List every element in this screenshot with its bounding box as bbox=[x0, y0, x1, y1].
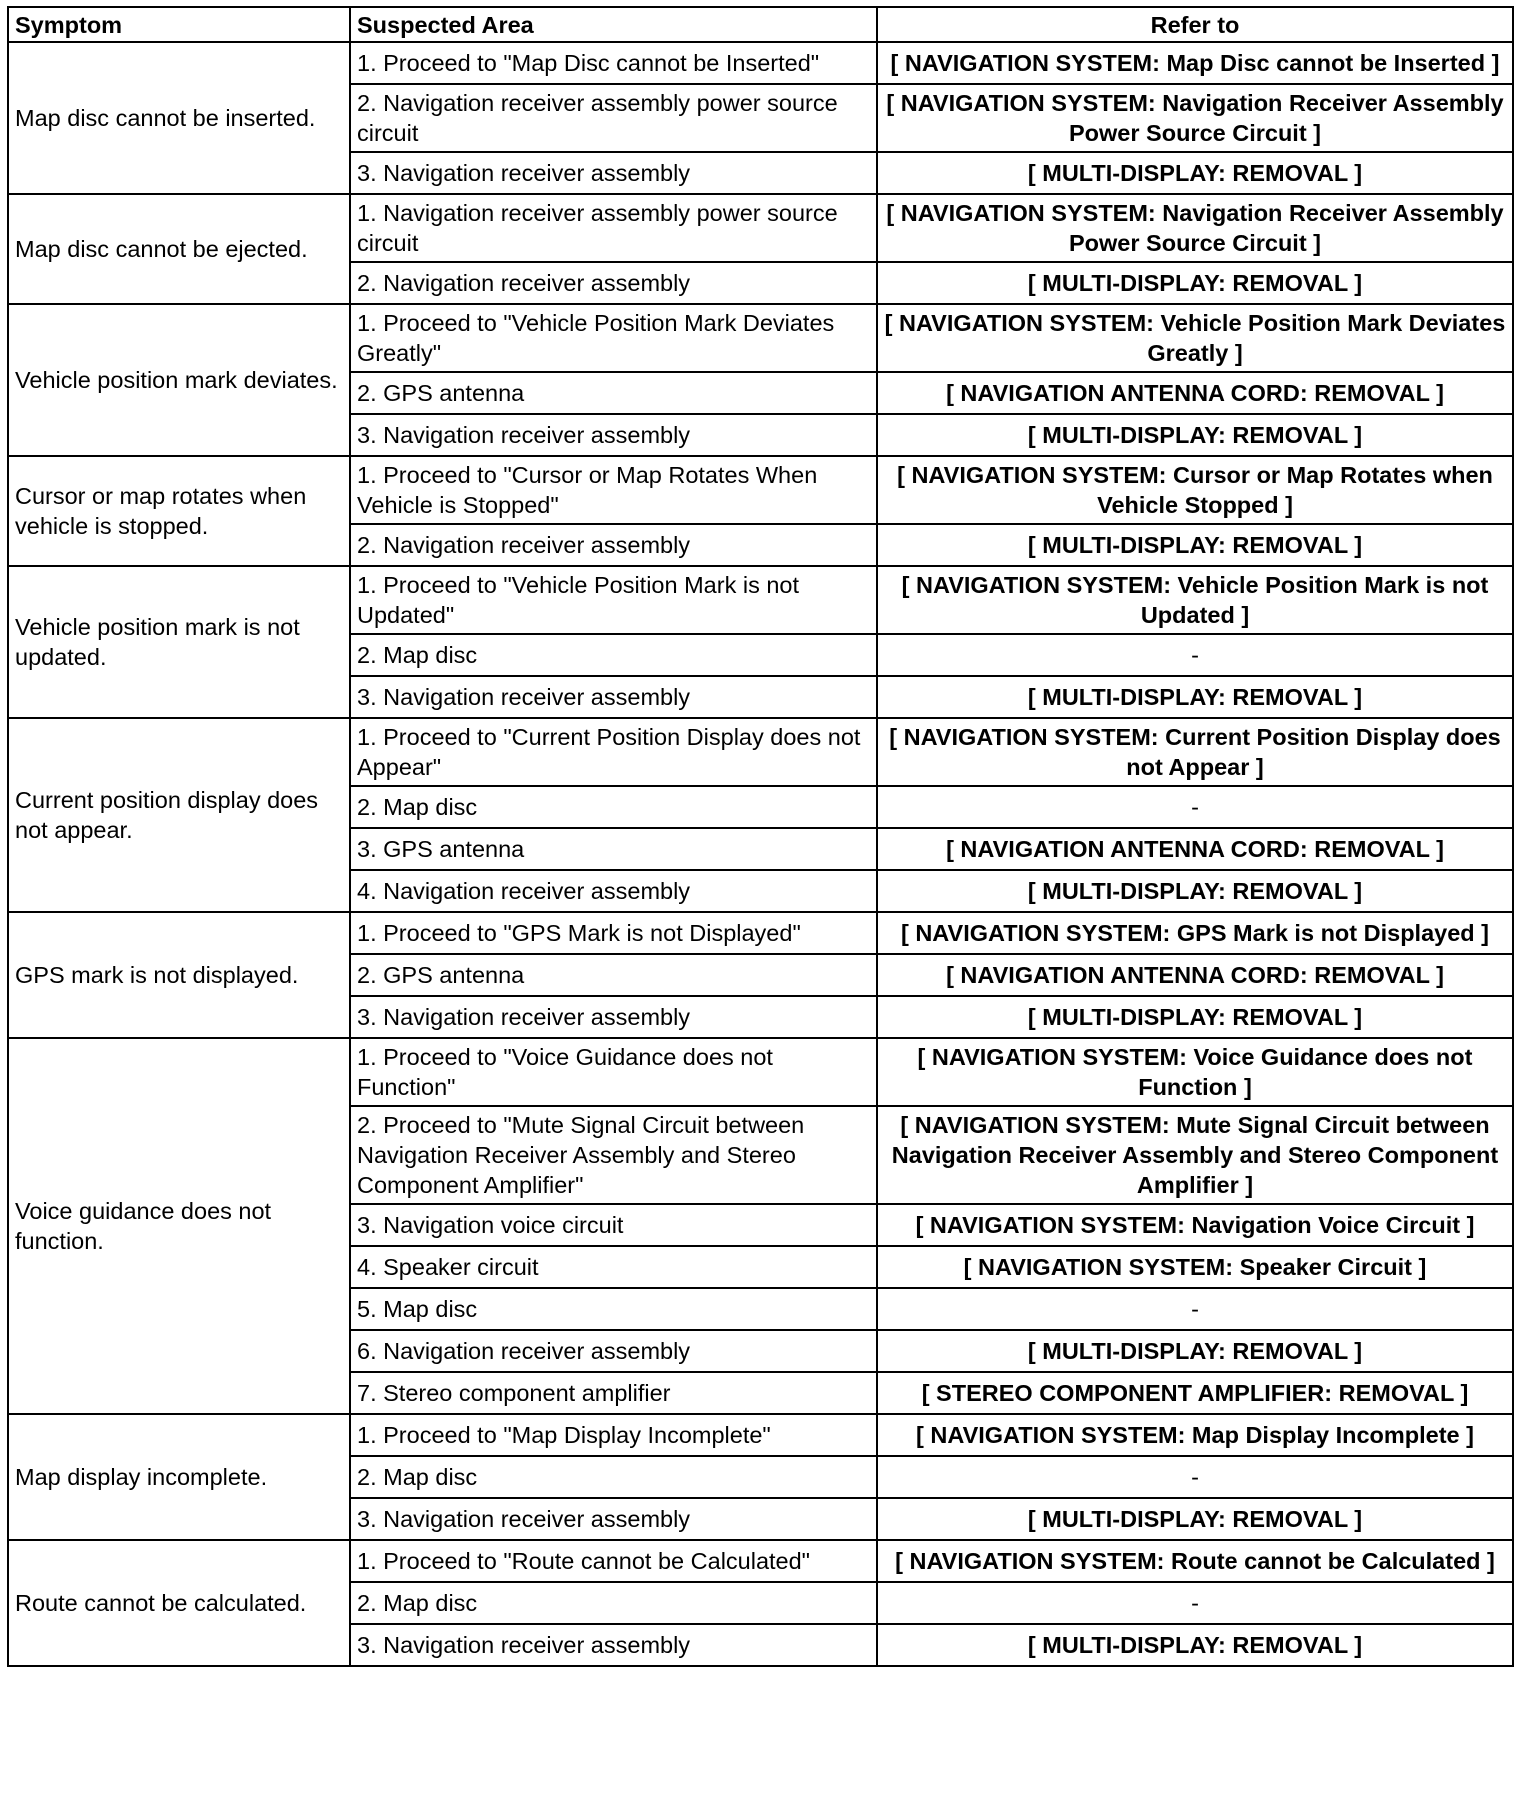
suspected-area-cell: 2. Navigation receiver assembly bbox=[350, 524, 877, 566]
refer-to-cell: [ NAVIGATION ANTENNA CORD: REMOVAL ] bbox=[877, 954, 1513, 996]
refer-to-cell: - bbox=[877, 634, 1513, 676]
table-row bbox=[8, 912, 1513, 954]
symptom-cell: Vehicle position mark is not updated. bbox=[8, 566, 350, 718]
refer-to-cell: [ NAVIGATION SYSTEM: Map Display Incomplete ] bbox=[877, 1414, 1513, 1456]
suspected-area-cell: 2. Map disc bbox=[350, 786, 877, 828]
refer-to-cell: [ NAVIGATION SYSTEM: Vehicle Position Mark is not Updated ] bbox=[877, 566, 1513, 634]
refer-to-cell: [ MULTI-DISPLAY: REMOVAL ] bbox=[877, 1624, 1513, 1666]
header-row bbox=[8, 7, 1513, 42]
refer-to-cell: [ NAVIGATION SYSTEM: GPS Mark is not Displayed ] bbox=[877, 912, 1513, 954]
table-row bbox=[8, 566, 1513, 634]
refer-to-cell: [ NAVIGATION SYSTEM: Navigation Voice Circuit ] bbox=[877, 1204, 1513, 1246]
suspected-area-cell: 3. Navigation voice circuit bbox=[350, 1204, 877, 1246]
refer-to-cell: [ MULTI-DISPLAY: REMOVAL ] bbox=[877, 1330, 1513, 1372]
table-row bbox=[8, 194, 1513, 262]
suspected-area-cell: 2. Map disc bbox=[350, 1582, 877, 1624]
symptom-cell: GPS mark is not displayed. bbox=[8, 912, 350, 1038]
refer-to-cell: [ MULTI-DISPLAY: REMOVAL ] bbox=[877, 414, 1513, 456]
suspected-area-cell: 1. Proceed to "Vehicle Position Mark is not Updated" bbox=[350, 566, 877, 634]
refer-to-cell: [ NAVIGATION SYSTEM: Vehicle Position Mark Deviates Greatly ] bbox=[877, 304, 1513, 372]
header-symptom: Symptom bbox=[8, 7, 350, 42]
refer-to-cell: [ NAVIGATION SYSTEM: Speaker Circuit ] bbox=[877, 1246, 1513, 1288]
suspected-area-cell: 3. Navigation receiver assembly bbox=[350, 1498, 877, 1540]
suspected-area-cell: 3. Navigation receiver assembly bbox=[350, 414, 877, 456]
refer-to-cell: [ NAVIGATION SYSTEM: Route cannot be Calculated ] bbox=[877, 1540, 1513, 1582]
suspected-area-cell: 1. Proceed to "Map Display Incomplete" bbox=[350, 1414, 877, 1456]
suspected-area-cell: 1. Proceed to "Voice Guidance does not Function" bbox=[350, 1038, 877, 1106]
suspected-area-cell: 2. Proceed to "Mute Signal Circuit between Navigation Receiver Assembly and Stereo Component Amplifier" bbox=[350, 1106, 877, 1204]
refer-to-cell: [ NAVIGATION SYSTEM: Navigation Receiver Assembly Power Source Circuit ] bbox=[877, 194, 1513, 262]
refer-to-cell: [ NAVIGATION ANTENNA CORD: REMOVAL ] bbox=[877, 372, 1513, 414]
suspected-area-cell: 1. Proceed to "GPS Mark is not Displayed" bbox=[350, 912, 877, 954]
refer-to-cell: [ NAVIGATION SYSTEM: Map Disc cannot be Inserted ] bbox=[877, 42, 1513, 84]
suspected-area-cell: 4. Speaker circuit bbox=[350, 1246, 877, 1288]
refer-to-cell: [ MULTI-DISPLAY: REMOVAL ] bbox=[877, 524, 1513, 566]
symptom-cell: Current position display does not appear. bbox=[8, 718, 350, 912]
table-row bbox=[8, 1414, 1513, 1456]
refer-to-cell: [ NAVIGATION SYSTEM: Mute Signal Circuit between Navigation Receiver Assembly and Stereo Component Amplifier ] bbox=[877, 1106, 1513, 1204]
header-refer-to: Refer to bbox=[877, 7, 1513, 42]
refer-to-cell: [ STEREO COMPONENT AMPLIFIER: REMOVAL ] bbox=[877, 1372, 1513, 1414]
table-row bbox=[8, 718, 1513, 786]
suspected-area-cell: 6. Navigation receiver assembly bbox=[350, 1330, 877, 1372]
refer-to-cell: [ MULTI-DISPLAY: REMOVAL ] bbox=[877, 262, 1513, 304]
suspected-area-cell: 1. Proceed to "Current Position Display does not Appear" bbox=[350, 718, 877, 786]
table-body bbox=[8, 42, 1513, 1666]
suspected-area-cell: 4. Navigation receiver assembly bbox=[350, 870, 877, 912]
suspected-area-cell: 1. Proceed to "Cursor or Map Rotates When Vehicle is Stopped" bbox=[350, 456, 877, 524]
refer-to-cell: - bbox=[877, 786, 1513, 828]
suspected-area-cell: 2. Navigation receiver assembly power source circuit bbox=[350, 84, 877, 152]
refer-to-cell: [ MULTI-DISPLAY: REMOVAL ] bbox=[877, 676, 1513, 718]
suspected-area-cell: 3. GPS antenna bbox=[350, 828, 877, 870]
refer-to-cell: [ NAVIGATION SYSTEM: Navigation Receiver Assembly Power Source Circuit ] bbox=[877, 84, 1513, 152]
suspected-area-cell: 2. Map disc bbox=[350, 634, 877, 676]
refer-to-cell: [ MULTI-DISPLAY: REMOVAL ] bbox=[877, 152, 1513, 194]
symptom-cell: Voice guidance does not function. bbox=[8, 1038, 350, 1414]
suspected-area-cell: 2. GPS antenna bbox=[350, 372, 877, 414]
table-row bbox=[8, 1038, 1513, 1106]
troubleshooting-table bbox=[7, 6, 1514, 1667]
suspected-area-cell: 2. Map disc bbox=[350, 1456, 877, 1498]
refer-to-cell: [ MULTI-DISPLAY: REMOVAL ] bbox=[877, 1498, 1513, 1540]
symptom-cell: Map disc cannot be ejected. bbox=[8, 194, 350, 304]
suspected-area-cell: 3. Navigation receiver assembly bbox=[350, 676, 877, 718]
refer-to-cell: [ NAVIGATION ANTENNA CORD: REMOVAL ] bbox=[877, 828, 1513, 870]
suspected-area-cell: 1. Proceed to "Map Disc cannot be Inserted" bbox=[350, 42, 877, 84]
suspected-area-cell: 3. Navigation receiver assembly bbox=[350, 152, 877, 194]
header-suspected-area: Suspected Area bbox=[350, 7, 877, 42]
refer-to-cell: - bbox=[877, 1582, 1513, 1624]
suspected-area-cell: 7. Stereo component amplifier bbox=[350, 1372, 877, 1414]
table-row bbox=[8, 456, 1513, 524]
symptom-cell: Map disc cannot be inserted. bbox=[8, 42, 350, 194]
suspected-area-cell: 5. Map disc bbox=[350, 1288, 877, 1330]
table-row bbox=[8, 42, 1513, 84]
refer-to-cell: [ NAVIGATION SYSTEM: Current Position Display does not Appear ] bbox=[877, 718, 1513, 786]
suspected-area-cell: 1. Navigation receiver assembly power source circuit bbox=[350, 194, 877, 262]
symptom-cell: Map display incomplete. bbox=[8, 1414, 350, 1540]
refer-to-cell: [ MULTI-DISPLAY: REMOVAL ] bbox=[877, 870, 1513, 912]
refer-to-cell: - bbox=[877, 1288, 1513, 1330]
table-row bbox=[8, 1540, 1513, 1582]
symptom-cell: Vehicle position mark deviates. bbox=[8, 304, 350, 456]
refer-to-cell: [ NAVIGATION SYSTEM: Voice Guidance does not Function ] bbox=[877, 1038, 1513, 1106]
refer-to-cell: [ NAVIGATION SYSTEM: Cursor or Map Rotates when Vehicle Stopped ] bbox=[877, 456, 1513, 524]
refer-to-cell: [ MULTI-DISPLAY: REMOVAL ] bbox=[877, 996, 1513, 1038]
refer-to-cell: - bbox=[877, 1456, 1513, 1498]
suspected-area-cell: 1. Proceed to "Vehicle Position Mark Deviates Greatly" bbox=[350, 304, 877, 372]
suspected-area-cell: 3. Navigation receiver assembly bbox=[350, 1624, 877, 1666]
symptom-cell: Route cannot be calculated. bbox=[8, 1540, 350, 1666]
table-row bbox=[8, 304, 1513, 372]
symptom-cell: Cursor or map rotates when vehicle is stopped. bbox=[8, 456, 350, 566]
suspected-area-cell: 2. Navigation receiver assembly bbox=[350, 262, 877, 304]
suspected-area-cell: 2. GPS antenna bbox=[350, 954, 877, 996]
suspected-area-cell: 1. Proceed to "Route cannot be Calculated" bbox=[350, 1540, 877, 1582]
suspected-area-cell: 3. Navigation receiver assembly bbox=[350, 996, 877, 1038]
